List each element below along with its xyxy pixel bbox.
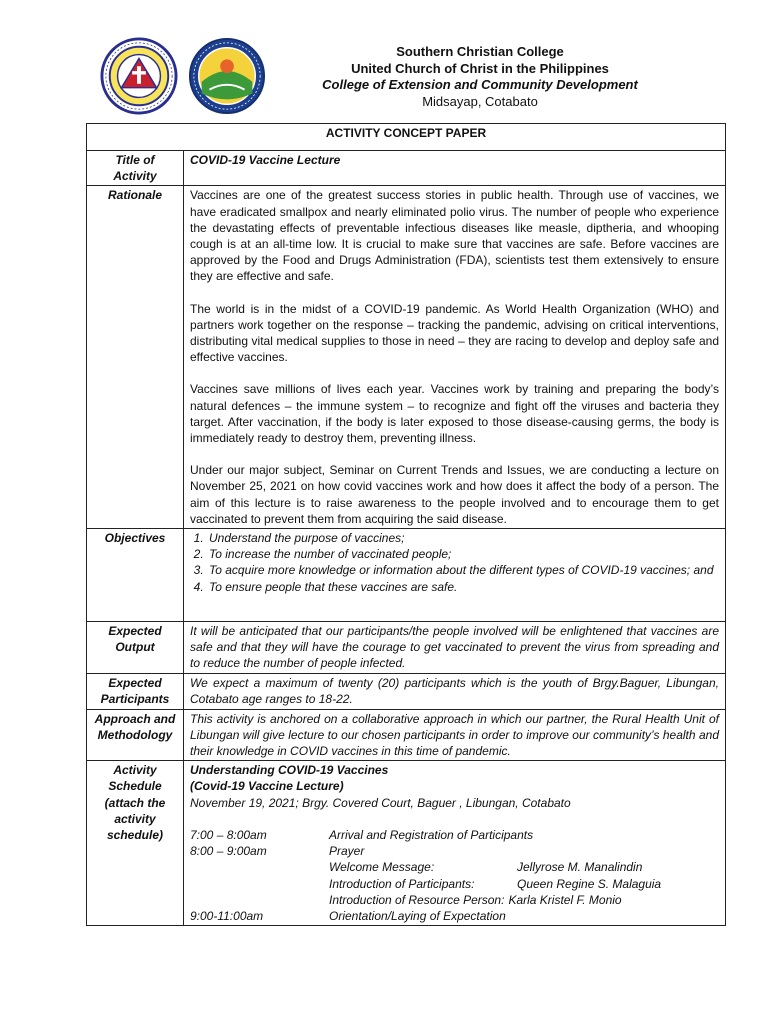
objectives-list: [190, 530, 719, 595]
approach-label: Approach and Methodology: [87, 709, 184, 761]
schedule-date: November 19, 2021; Brgy. Covered Court, Baguer , Libungan, Cotabato: [190, 795, 571, 810]
document-title: ACTIVITY CONCEPT PAPER: [87, 124, 726, 151]
schedule-activity: Orientation/Laying of Expectation: [329, 908, 506, 923]
schedule-subitem-value: Karla Kristel F. Monio: [508, 892, 622, 907]
schedule-subitem: [190, 859, 719, 875]
schedule-item: [190, 827, 719, 843]
schedule-row: [87, 761, 726, 926]
expected-participants-text: We expect a maximum of twenty (20) participants which is the youth of Brgy.Baguer, Libungan, Cotabato age ranges to 18-22.: [184, 673, 726, 709]
location: Midsayap, Cotabato: [422, 93, 538, 109]
rationale-text: [184, 186, 726, 529]
objectives-list-cell: [184, 529, 726, 622]
schedule-item: [190, 843, 719, 859]
rationale-label: Rationale: [87, 186, 184, 529]
college-seal-logo: [100, 37, 178, 115]
schedule-subitem-value: Jellyrose M. Manalindin: [517, 860, 643, 875]
schedule-activity: Arrival and Registration of Participants: [329, 827, 534, 842]
expected-output-text: It will be anticipated that our participants/the people involved will be enlightened that vaccines are safe and that they will have the courage to get vaccinated to prevent the virus from spreading and to reduce the number of people infected.: [184, 622, 726, 674]
schedule-subitem: [190, 892, 719, 908]
schedule-title: Understanding COVID-19 Vaccines: [190, 763, 389, 778]
schedule-subitem: [190, 876, 719, 892]
church-name: United Church of Christ in the Philippines: [351, 60, 609, 76]
rationale-paragraph: Vaccines are one of the greatest success stories in public health. Through use of vaccines, we have eradicated smallpox and nearly eliminated polio virus. The number of people who experience the devastating effects of preventable infectious diseases like measle, diptheria, and whooping cough is at an all-time low. It is crucial to make sure that vaccines are safe. Before vaccines are approved by the Food and Drugs Administration (FDA), scientists test them extensively to ensure they are effective and safe.: [190, 188, 719, 284]
extension-office-logo: [188, 37, 266, 115]
objectives-label: Objectives: [87, 529, 184, 622]
objective-item: 1. Understand the purpose of vaccines;: [207, 530, 719, 546]
activity-title-value: COVID-19 Vaccine Lecture: [184, 151, 726, 186]
schedule-time: 8:00 – 9:00am: [190, 844, 267, 859]
schedule-label: Activity Schedule (attach the activity schedule): [87, 761, 184, 926]
schedule-subitem-key: Introduction of Resource Person:: [329, 892, 505, 907]
schedule-item: [190, 908, 719, 924]
activity-title-row: [87, 151, 726, 186]
objective-item: 3. To acquire more knowledge or information about the different types of COVID-19 vaccines; and: [207, 562, 719, 578]
expected-output-row: [87, 622, 726, 674]
objectives-row: [87, 529, 726, 622]
objective-item: 4. To ensure people that these vaccines are safe.: [207, 579, 719, 595]
schedule-subitem-key: Welcome Message:: [329, 860, 435, 875]
expected-output-label: Expected Output: [87, 622, 184, 674]
schedule-subitem-value: Queen Regine S. Malaguia: [517, 876, 662, 891]
school-name: Southern Christian College: [396, 44, 564, 59]
schedule-subtitle: (Covid-19 Vaccine Lecture): [190, 779, 344, 794]
college-name: College of Extension and Community Development: [322, 77, 638, 92]
expected-participants-label: Expected Participants: [87, 673, 184, 709]
approach-row: [87, 709, 726, 761]
schedule-cell: [184, 761, 726, 926]
rationale-paragraph: Vaccines save millions of lives each year. Vaccines work by training and preparing the body’s natural defences – the immune system – to recognize and fight off the viruses and bacteria they target. After vaccination, if the body is later exposed to those disease-causing germs, the body is immediately ready to destroy them, preventing illness.: [190, 382, 719, 446]
schedule-time: 7:00 – 8:00am: [190, 827, 267, 842]
rationale-row: [87, 186, 726, 529]
activity-title-label: Title of Activity: [87, 151, 184, 186]
title-row: [87, 124, 726, 151]
concept-paper-table: [86, 123, 726, 926]
approach-text: This activity is anchored on a collaborative approach in which our partner, the Rural Health Unit of Libungan will give lecture to our chosen participants in order to improve our community’s health and their knowledge in COVID vaccines in this time of pandemic.: [184, 709, 726, 761]
schedule-subitem-key: Introduction of Participants:: [329, 876, 475, 891]
schedule-activity: Prayer: [329, 844, 365, 859]
expected-participants-row: [87, 673, 726, 709]
rationale-paragraph: The world is in the midst of a COVID-19 pandemic. As World Health Organization (WHO) and partners work together on the response – tracking the pandemic, advising on critical interventions, distributing vital medical supplies to those in need – they are racing to develop and deploy safe and effective vaccines.: [190, 301, 719, 365]
letterhead: [290, 44, 670, 110]
rationale-paragraph: Under our major subject, Seminar on Current Trends and Issues, we are conducting a lecture on November 25, 2021 on how covid vaccines work and how does it affect the body of a person. The aim of this lecture is to raise awareness to the people involved and to encourage them to get vaccinated to prevent them from acquiring the said disease.: [190, 463, 719, 526]
schedule-time: 9:00-11:00am: [190, 908, 264, 923]
objective-item: 2. To increase the number of vaccinated people;: [207, 546, 719, 562]
